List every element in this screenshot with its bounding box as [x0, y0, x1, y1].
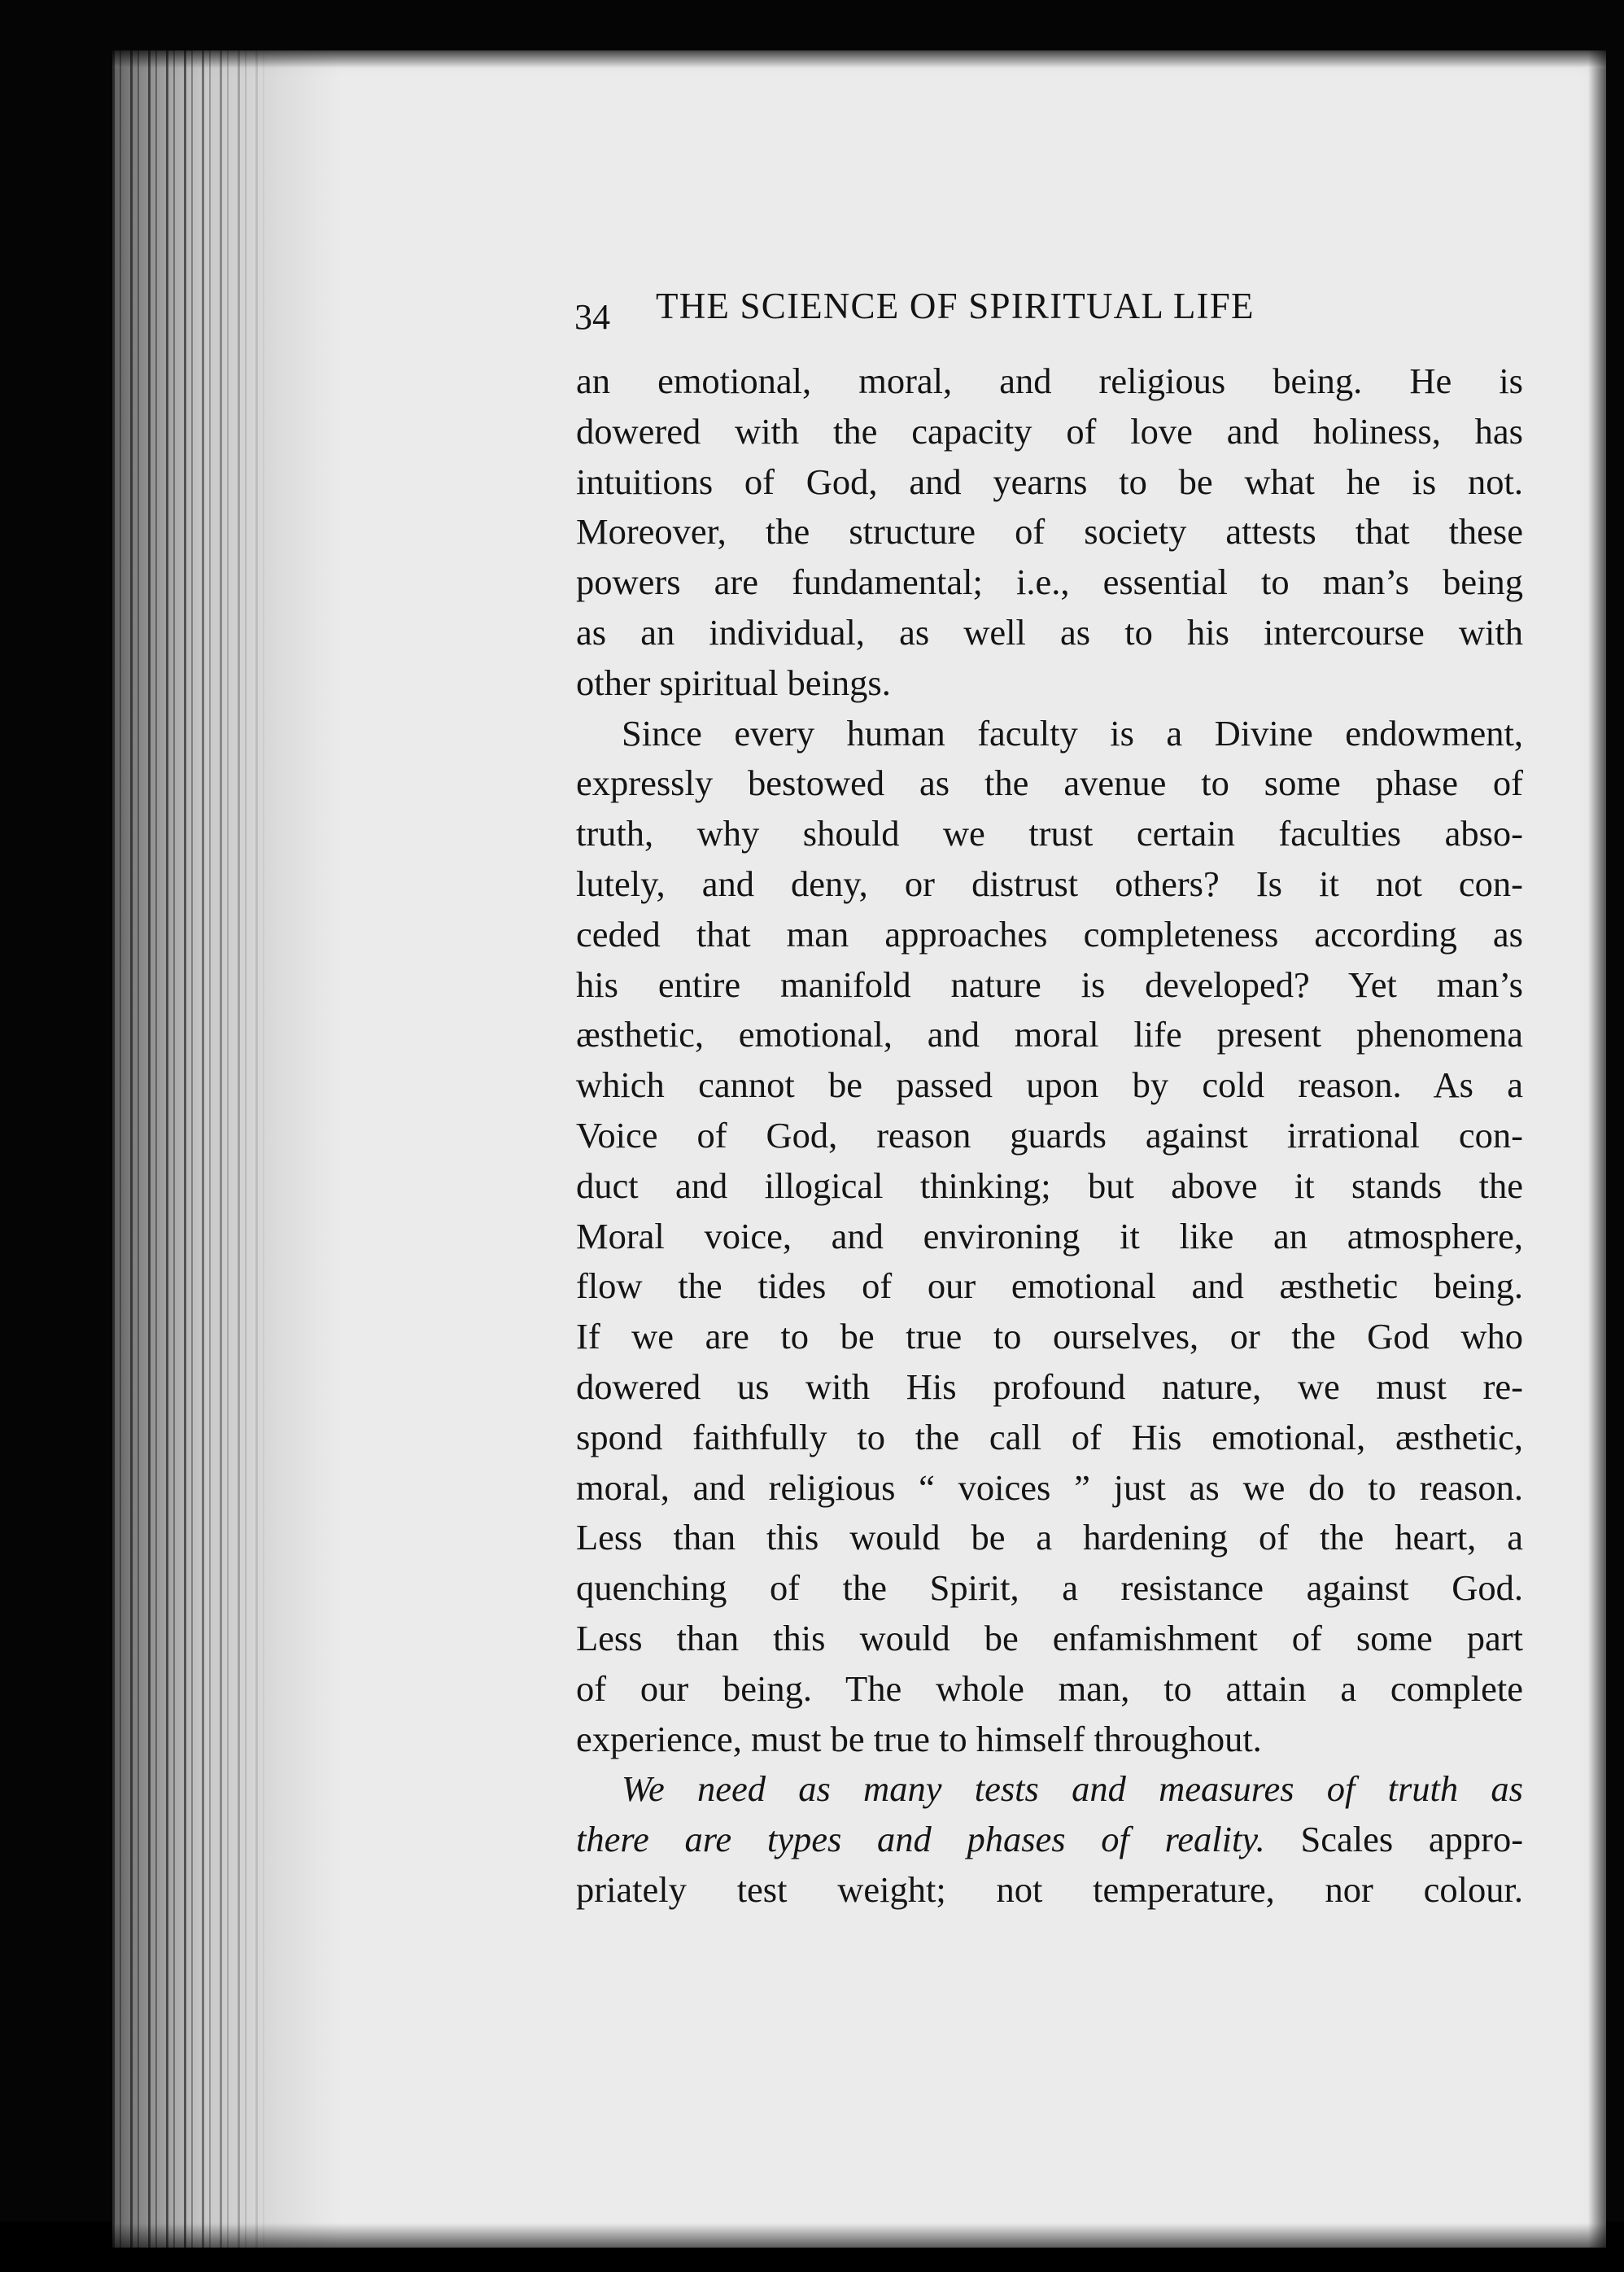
text-line: expressly bestowed as the avenue to some phase of [576, 762, 1523, 804]
text-line: intuitions of God, and yearns to be what he is not. [576, 461, 1523, 502]
text-line: Moral voice, and environing it like an atmosphere, [576, 1215, 1523, 1256]
italic-text-line: We need as many tests and measures of truth as [622, 1768, 1523, 1810]
text-line: other spiritual beings. [576, 662, 891, 703]
text-line: Less than this would be enfamishment of some part [576, 1617, 1523, 1658]
page-bottom-edge [112, 2223, 1606, 2248]
text-line: lutely, and deny, or distrust others? Is it not con- [576, 863, 1523, 904]
text-line: which cannot be passed upon by cold reason. As a [576, 1064, 1523, 1106]
text-line: spond faithfully to the call of His emotional, æsthetic, [576, 1416, 1523, 1457]
text-line: of our being. The whole man, to attain a complete [576, 1667, 1523, 1709]
text-line: truth, why should we trust certain faculties abso- [576, 813, 1523, 854]
text-line: powers are fundamental; i.e., essential to man’s being [576, 561, 1523, 603]
text-line: Voice of God, reason guards against irrational con- [576, 1114, 1523, 1156]
text-line: ceded that man approaches completeness according as [576, 913, 1523, 955]
mixed-text-line [576, 1815, 1523, 1865]
text-line: Less than this would be a hardening of the heart, a [576, 1517, 1523, 1558]
italic-phrase: there are types and phases of reality. [576, 1819, 1265, 1860]
page-right-edge [1588, 50, 1606, 2248]
text-line: If we are to be true to ourselves, or the God who [576, 1316, 1523, 1357]
body-text [576, 356, 1523, 1916]
page-number: 34 [574, 297, 610, 337]
text-line: quenching of the Spirit, a resistance against God. [576, 1567, 1523, 1609]
text-line: as an individual, as well as to his intercourse with [576, 611, 1523, 653]
text-line: Since every human faculty is a Divine endowment, [622, 712, 1523, 754]
page-header [574, 285, 1526, 342]
text-line: an emotional, moral, and religious being. He is [576, 360, 1523, 401]
running-head: THE SCIENCE OF SPIRITUAL LIFE [656, 286, 1255, 326]
text-line: dowered with the capacity of love and holiness, has [576, 410, 1523, 452]
text-line: experience, must be true to himself throughout. [576, 1718, 1262, 1759]
text-line: flow the tides of our emotional and æsthetic being. [576, 1265, 1523, 1307]
text-line: Moreover, the structure of society attests that these [576, 511, 1523, 553]
page-edges [112, 50, 275, 2248]
text-line: duct and illogical thinking; but above it stands the [576, 1164, 1523, 1206]
text-line: his entire manifold nature is developed? Yet man’s [576, 963, 1523, 1005]
text-line: priately test weight; not temperature, nor colour. [576, 1868, 1523, 1910]
text-line: æsthetic, emotional, and moral life present phenomena [576, 1014, 1523, 1055]
text-phrase: Scales appro- [1300, 1819, 1523, 1860]
text-line: dowered us with His profound nature, we must re- [576, 1365, 1523, 1407]
text-line: moral, and religious “ voices ” just as we do to reason. [576, 1466, 1523, 1508]
